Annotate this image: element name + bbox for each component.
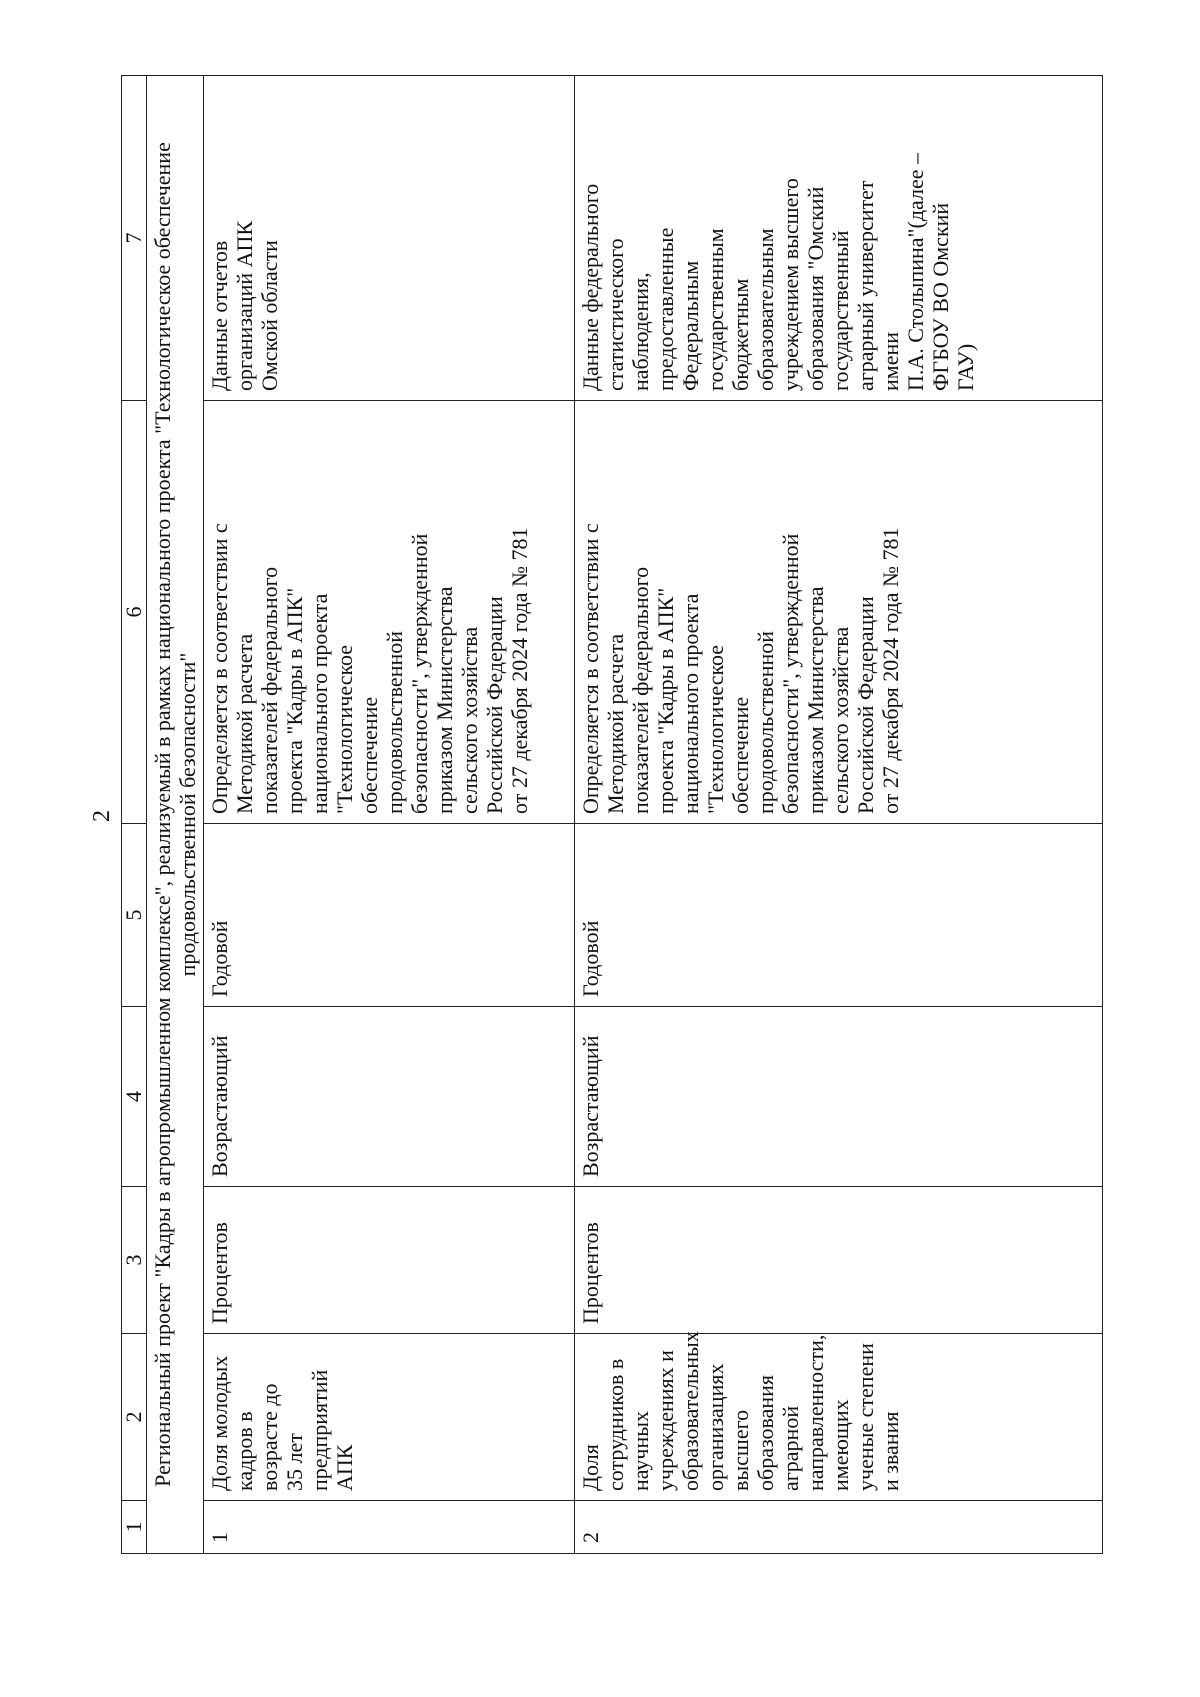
column-number: 1	[122, 1501, 147, 1554]
source-cell: Данные федерального статистического наблюдения, предоставленные Федеральным государственным бюджетным образовательным учреждением высшего образования "Омский государственный аграрный университет имени П.А. Столыпина"(далее – ФГБОУ ВО Омский ГАУ)	[575, 76, 1103, 401]
trend-cell: Возрастающий	[204, 1007, 575, 1187]
column-number: 7	[122, 76, 147, 401]
method-cell: Определяется в соответствии с Методикой расчета показателей федерального проекта "Кадры в АПК" национального проекта "Технологическое обеспечение продовольственной безопасности", утвержденной приказом Министерства сельского хозяйства Российской Федерации от 27 декабря 2024 года № 781	[575, 401, 1103, 824]
section-row	[147, 76, 204, 1554]
column-number-row	[122, 76, 147, 1554]
unit-cell: Процентов	[204, 1187, 575, 1334]
unit-cell: Процентов	[575, 1187, 1103, 1334]
method-cell: Определяется в соответствии с Методикой расчета показателей федерального проекта "Кадры в АПК" национального проекта "Технологическое обеспечение продовольственной безопасности", утвержденной приказом Министерства сельского хозяйства Российской Федерации от 27 декабря 2024 года № 781	[204, 401, 575, 824]
source-cell: Данные отчетов организаций АПК Омской области	[204, 76, 575, 401]
indicators-table	[121, 75, 1103, 1554]
page-number: 2	[89, 810, 115, 822]
periodicity-cell: Годовой	[204, 824, 575, 1007]
column-number: 2	[122, 1334, 147, 1501]
column-number: 6	[122, 401, 147, 824]
section-title: Региональный проект "Кадры в агропромышленном комплексе", реализуемый в рамках национального проекта "Технологическое обеспечение продовольственной безопасности"	[147, 76, 204, 1554]
column-number: 5	[122, 824, 147, 1007]
column-number: 3	[122, 1187, 147, 1334]
column-number: 4	[122, 1007, 147, 1187]
row-number: 2	[575, 1501, 1103, 1554]
trend-cell: Возрастающий	[575, 1007, 1103, 1187]
periodicity-cell: Годовой	[575, 824, 1103, 1007]
indicator-name: Доля молодых кадров в возрасте до 35 лет предприятий АПК	[204, 1334, 575, 1501]
rotated-table-container	[121, 76, 1103, 1554]
table-row	[204, 76, 575, 1554]
table-row	[575, 76, 1103, 1554]
indicator-name: Доля сотрудников в научных учреждениях и образовательных организациях высшего образования аграрной направленности, имеющих ученые степени и звания	[575, 1334, 1103, 1501]
row-number: 1	[204, 1501, 575, 1554]
